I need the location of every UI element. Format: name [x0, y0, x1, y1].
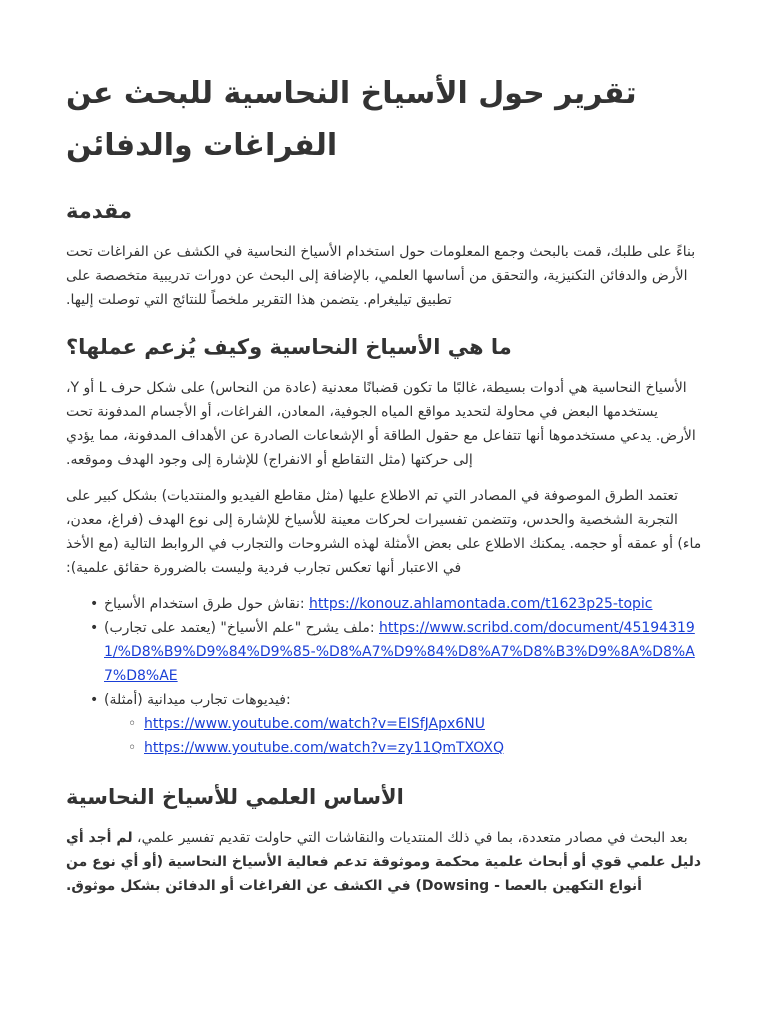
what-heading: ما هي الأسياخ النحاسية وكيف يُزعم عملها؟	[66, 335, 512, 359]
intro-paragraph: بناءً على طلبك، قمت بالبحث وجمع المعلومات حول استخدام الأسياخ النحاسية في الكشف عن الفراغات تحت الأرض والدفائن التكنيزية، والتحقق من أساسها العلمي، بالإضافة إلى البحث عن دورات تدريبية متخصصة على تطبيق تيليغرام. يتضمن هذا التقرير ملخصاً للنتائج التي توصلت إليها.	[66, 244, 696, 308]
link-scribd[interactable]: https://www.scribd.com/document/451943191/%D8%B9%D9%84%D9%85-%D8%A7%D9%84%D8%A7%D8%B3%D9%8A%D8%A7%D8%AE	[104, 620, 695, 684]
link-label: فيديوهات تجارب ميدانية (أمثلة):	[104, 692, 291, 708]
list-item	[90, 592, 702, 616]
list-item	[128, 712, 702, 736]
basis-paragraph	[66, 826, 702, 898]
sources-list	[66, 592, 702, 760]
link-youtube-2[interactable]: https://www.youtube.com/watch?v=zy11QmTXOXQ	[144, 740, 504, 756]
basis-heading: الأساس العلمي للأسياخ النحاسية	[66, 785, 404, 809]
intro-heading: مقدمة	[66, 199, 132, 223]
basis-lead: بعد البحث في مصادر متعددة، بما في ذلك المنتديات والنقاشات التي حاولت تقديم تفسير علمي،	[132, 830, 688, 846]
what-paragraph-1: الأسياخ النحاسية هي أدوات بسيطة، غالبًا ما تكون قضبانًا معدنية (عادة من النحاس) على شكل حرف L أو Y، يستخدمها البعض في محاولة لتحديد مواقع المياه الجوفية، المعادن، الفراغات، أو الأجسام المدفونة تحت الأرض. يدعي مستخدموها أنها تتفاعل مع حقول الطاقة أو الإشعاعات الصادرة عن الأهداف المدفونة، مما يؤدي إلى حركتها (مثل التقاطع أو الانفراج) للإشارة إلى وجود الهدف وموقعه.	[66, 380, 696, 468]
list-item	[90, 688, 702, 760]
video-sublist	[104, 712, 702, 760]
link-youtube-1[interactable]: https://www.youtube.com/watch?v=EISfJApx6NU	[144, 716, 485, 732]
list-item	[128, 736, 702, 760]
link-konouz[interactable]: https://konouz.ahlamontada.com/t1623p25-topic	[309, 596, 653, 612]
what-paragraph-2: تعتمد الطرق الموصوفة في المصادر التي تم الاطلاع عليها (مثل مقاطع الفيديو والمنتديات) بشكل كبير على التجربة الشخصية والحدس، وتتضمن تفسيرات لحركات معينة للأسياخ للإشارة إلى نوع الهدف (فراغ، معدن، ماء) أو عمقه أو حجمه. يمكنك الاطلاع على بعض الأمثلة لهذه الشروحات والتجارب في الروابط التالية (مع الأخذ في الاعتبار أنها تعكس تجارب فردية وليست بالضرورة حقائق علمية):	[66, 488, 702, 576]
link-label: نقاش حول طرق استخدام الأسياخ:	[104, 596, 310, 612]
list-item	[90, 616, 702, 688]
link-label: ملف يشرح "علم الأسياخ" (يعتمد على تجارب):	[104, 620, 380, 636]
basis-emphasis: لم أجد أي دليل علمي قوي أو أبحاث علمية محكمة وموثوقة تدعم فعالية الأسياخ النحاسية (أو أي نوع من أنواع التكهين بالعصا - Dowsing) في الكشف عن الفراغات أو الدفائن بشكل موثوق.	[66, 830, 702, 894]
document-title: تقرير حول الأسياخ النحاسية للبحث عن الفراغات والدفائن	[66, 76, 637, 163]
